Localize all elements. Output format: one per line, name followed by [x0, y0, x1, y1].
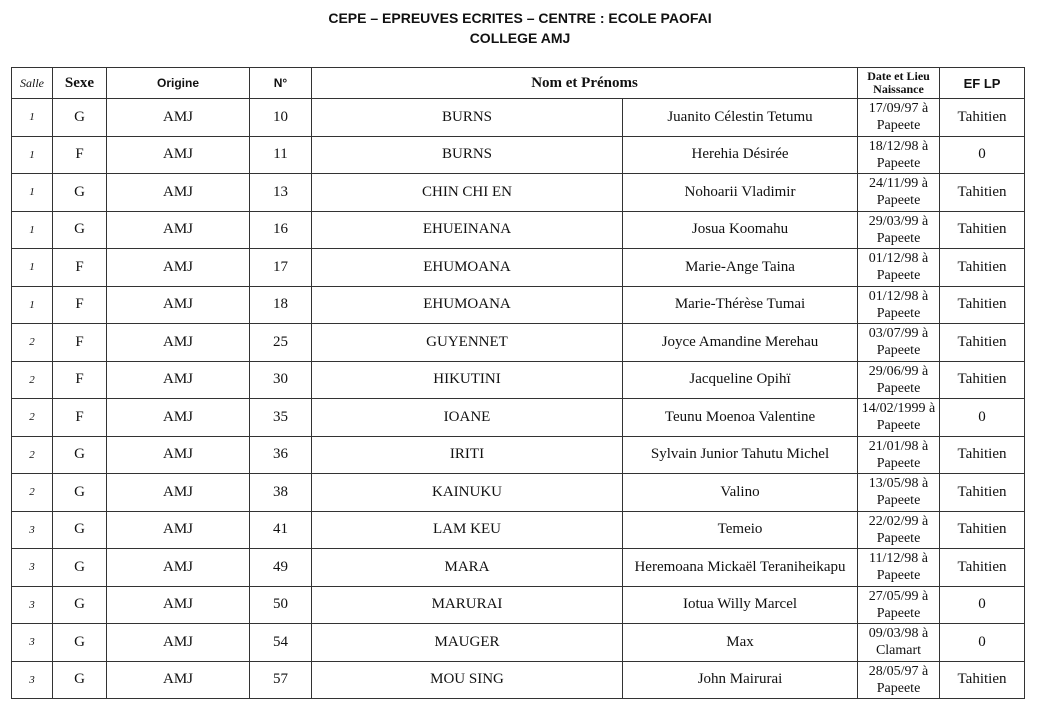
- cell-nom: EHUEINANA: [312, 211, 623, 249]
- cell-salle: 3: [12, 586, 53, 624]
- cell-numero: 10: [250, 99, 312, 137]
- table-row: [12, 174, 1025, 212]
- table-row: [12, 661, 1025, 699]
- cell-prenoms: Joyce Amandine Merehau: [623, 324, 858, 362]
- cell-salle: 2: [12, 324, 53, 362]
- cell-origine: AMJ: [107, 474, 250, 512]
- cell-sexe: F: [53, 136, 107, 174]
- column-header-salle: Salle: [12, 68, 53, 99]
- cell-ef-lp: 0: [940, 624, 1025, 662]
- cell-prenoms: Temeio: [623, 511, 858, 549]
- cell-numero: 17: [250, 249, 312, 287]
- cell-sexe: F: [53, 361, 107, 399]
- cell-ef-lp: Tahitien: [940, 549, 1025, 587]
- cell-salle: 3: [12, 549, 53, 587]
- cell-origine: AMJ: [107, 549, 250, 587]
- cell-ef-lp: Tahitien: [940, 286, 1025, 324]
- cell-origine: AMJ: [107, 286, 250, 324]
- cell-sexe: G: [53, 661, 107, 699]
- cell-ef-lp: 0: [940, 399, 1025, 437]
- cell-date-lieu: 03/07/99 à Papeete: [858, 324, 940, 362]
- cell-date-lieu: 29/06/99 à Papeete: [858, 361, 940, 399]
- cell-sexe: G: [53, 174, 107, 212]
- cell-nom: MARURAI: [312, 586, 623, 624]
- cell-origine: AMJ: [107, 436, 250, 474]
- cell-nom: KAINUKU: [312, 474, 623, 512]
- cell-date-lieu: 01/12/98 à Papeete: [858, 249, 940, 287]
- cell-salle: 3: [12, 511, 53, 549]
- cell-nom: IRITI: [312, 436, 623, 474]
- cell-salle: 2: [12, 361, 53, 399]
- column-header-ef-lp: EF LP: [940, 68, 1025, 99]
- cell-ef-lp: Tahitien: [940, 174, 1025, 212]
- cell-salle: 3: [12, 624, 53, 662]
- cell-salle: 1: [12, 136, 53, 174]
- cell-ef-lp: Tahitien: [940, 249, 1025, 287]
- cell-numero: 13: [250, 174, 312, 212]
- cell-nom: MOU SING: [312, 661, 623, 699]
- cell-nom: MARA: [312, 549, 623, 587]
- cell-origine: AMJ: [107, 211, 250, 249]
- table-body: [12, 99, 1025, 699]
- cell-salle: 2: [12, 474, 53, 512]
- table-row: [12, 511, 1025, 549]
- cell-prenoms: John Mairurai: [623, 661, 858, 699]
- cell-numero: 49: [250, 549, 312, 587]
- cell-prenoms: Marie-Ange Taina: [623, 249, 858, 287]
- cell-numero: 30: [250, 361, 312, 399]
- cell-nom: MAUGER: [312, 624, 623, 662]
- cell-sexe: G: [53, 436, 107, 474]
- cell-numero: 38: [250, 474, 312, 512]
- cell-origine: AMJ: [107, 399, 250, 437]
- cell-date-lieu: 01/12/98 à Papeete: [858, 286, 940, 324]
- cell-prenoms: Sylvain Junior Tahutu Michel: [623, 436, 858, 474]
- cell-ef-lp: Tahitien: [940, 211, 1025, 249]
- cell-numero: 41: [250, 511, 312, 549]
- cell-nom: HIKUTINI: [312, 361, 623, 399]
- cell-sexe: G: [53, 586, 107, 624]
- cell-sexe: G: [53, 549, 107, 587]
- table-row: [12, 211, 1025, 249]
- column-header-date-lieu: Date et Lieu Naissance: [858, 68, 940, 99]
- cell-origine: AMJ: [107, 174, 250, 212]
- cell-origine: AMJ: [107, 661, 250, 699]
- table-row: [12, 399, 1025, 437]
- cell-ef-lp: Tahitien: [940, 474, 1025, 512]
- cell-nom: BURNS: [312, 99, 623, 137]
- cell-origine: AMJ: [107, 249, 250, 287]
- table-row: [12, 324, 1025, 362]
- document-subtitle: COLLEGE AMJ: [469, 30, 571, 46]
- cell-date-lieu: 13/05/98 à Papeete: [858, 474, 940, 512]
- cell-numero: 11: [250, 136, 312, 174]
- cell-prenoms: Teunu Moenoa Valentine: [623, 399, 858, 437]
- cell-numero: 54: [250, 624, 312, 662]
- cell-nom: GUYENNET: [312, 324, 623, 362]
- cell-prenoms: Nohoarii Vladimir: [623, 174, 858, 212]
- cell-ef-lp: Tahitien: [940, 511, 1025, 549]
- table-row: [12, 136, 1025, 174]
- cell-prenoms: Valino: [623, 474, 858, 512]
- cell-salle: 3: [12, 661, 53, 699]
- table-header-row: [12, 68, 1025, 99]
- cell-prenoms: Juanito Célestin Tetumu: [623, 99, 858, 137]
- cell-prenoms: Herehia Désirée: [623, 136, 858, 174]
- candidates-table: [11, 67, 1025, 699]
- cell-sexe: G: [53, 99, 107, 137]
- cell-sexe: F: [53, 249, 107, 287]
- column-header-nom-prenoms: Nom et Prénoms: [312, 68, 858, 99]
- cell-salle: 1: [12, 286, 53, 324]
- cell-numero: 36: [250, 436, 312, 474]
- cell-ef-lp: 0: [940, 136, 1025, 174]
- cell-numero: 16: [250, 211, 312, 249]
- document-title: CEPE – EPREUVES ECRITES – CENTRE : ECOLE PAOFAI: [328, 10, 712, 26]
- column-header-numero: N°: [250, 68, 312, 99]
- cell-date-lieu: 29/03/99 à Papeete: [858, 211, 940, 249]
- cell-prenoms: Josua Koomahu: [623, 211, 858, 249]
- table-row: [12, 286, 1025, 324]
- cell-sexe: G: [53, 474, 107, 512]
- cell-date-lieu: 28/05/97 à Papeete: [858, 661, 940, 699]
- table-row: [12, 549, 1025, 587]
- cell-date-lieu: 17/09/97 à Papeete: [858, 99, 940, 137]
- cell-date-lieu: 27/05/99 à Papeete: [858, 586, 940, 624]
- cell-date-lieu: 11/12/98 à Papeete: [858, 549, 940, 587]
- cell-ef-lp: Tahitien: [940, 661, 1025, 699]
- cell-sexe: F: [53, 324, 107, 362]
- table-row: [12, 474, 1025, 512]
- cell-prenoms: Heremoana Mickaël Teraniheikapu: [623, 549, 858, 587]
- cell-ef-lp: Tahitien: [940, 324, 1025, 362]
- cell-origine: AMJ: [107, 361, 250, 399]
- cell-sexe: F: [53, 399, 107, 437]
- cell-ef-lp: Tahitien: [940, 99, 1025, 137]
- table-row: [12, 99, 1025, 137]
- cell-salle: 1: [12, 211, 53, 249]
- cell-numero: 18: [250, 286, 312, 324]
- table-row: [12, 361, 1025, 399]
- cell-salle: 1: [12, 249, 53, 287]
- table-row: [12, 586, 1025, 624]
- cell-salle: 2: [12, 436, 53, 474]
- cell-sexe: G: [53, 624, 107, 662]
- cell-salle: 1: [12, 174, 53, 212]
- cell-nom: BURNS: [312, 136, 623, 174]
- table-row: [12, 249, 1025, 287]
- cell-nom: CHIN CHI EN: [312, 174, 623, 212]
- table-row: [12, 436, 1025, 474]
- cell-date-lieu: 24/11/99 à Papeete: [858, 174, 940, 212]
- cell-origine: AMJ: [107, 511, 250, 549]
- cell-salle: 2: [12, 399, 53, 437]
- cell-date-lieu: 14/02/1999 à Papeete: [858, 399, 940, 437]
- cell-origine: AMJ: [107, 586, 250, 624]
- cell-numero: 25: [250, 324, 312, 362]
- cell-origine: AMJ: [107, 624, 250, 662]
- cell-nom: EHUMOANA: [312, 249, 623, 287]
- cell-prenoms: Jacqueline Opihï: [623, 361, 858, 399]
- cell-numero: 35: [250, 399, 312, 437]
- cell-date-lieu: 09/03/98 à Clamart: [858, 624, 940, 662]
- cell-salle: 1: [12, 99, 53, 137]
- cell-ef-lp: Tahitien: [940, 361, 1025, 399]
- table-row: [12, 624, 1025, 662]
- cell-nom: LAM KEU: [312, 511, 623, 549]
- cell-sexe: F: [53, 286, 107, 324]
- cell-date-lieu: 22/02/99 à Papeete: [858, 511, 940, 549]
- cell-ef-lp: 0: [940, 586, 1025, 624]
- column-header-sexe: Sexe: [53, 68, 107, 99]
- cell-date-lieu: 21/01/98 à Papeete: [858, 436, 940, 474]
- cell-numero: 57: [250, 661, 312, 699]
- cell-origine: AMJ: [107, 99, 250, 137]
- cell-sexe: G: [53, 211, 107, 249]
- cell-ef-lp: Tahitien: [940, 436, 1025, 474]
- cell-numero: 50: [250, 586, 312, 624]
- column-header-origine: Origine: [107, 68, 250, 99]
- cell-prenoms: Max: [623, 624, 858, 662]
- cell-origine: AMJ: [107, 324, 250, 362]
- cell-prenoms: Iotua Willy Marcel: [623, 586, 858, 624]
- cell-sexe: G: [53, 511, 107, 549]
- cell-nom: EHUMOANA: [312, 286, 623, 324]
- cell-nom: IOANE: [312, 399, 623, 437]
- cell-prenoms: Marie-Thérèse Tumai: [623, 286, 858, 324]
- cell-origine: AMJ: [107, 136, 250, 174]
- cell-date-lieu: 18/12/98 à Papeete: [858, 136, 940, 174]
